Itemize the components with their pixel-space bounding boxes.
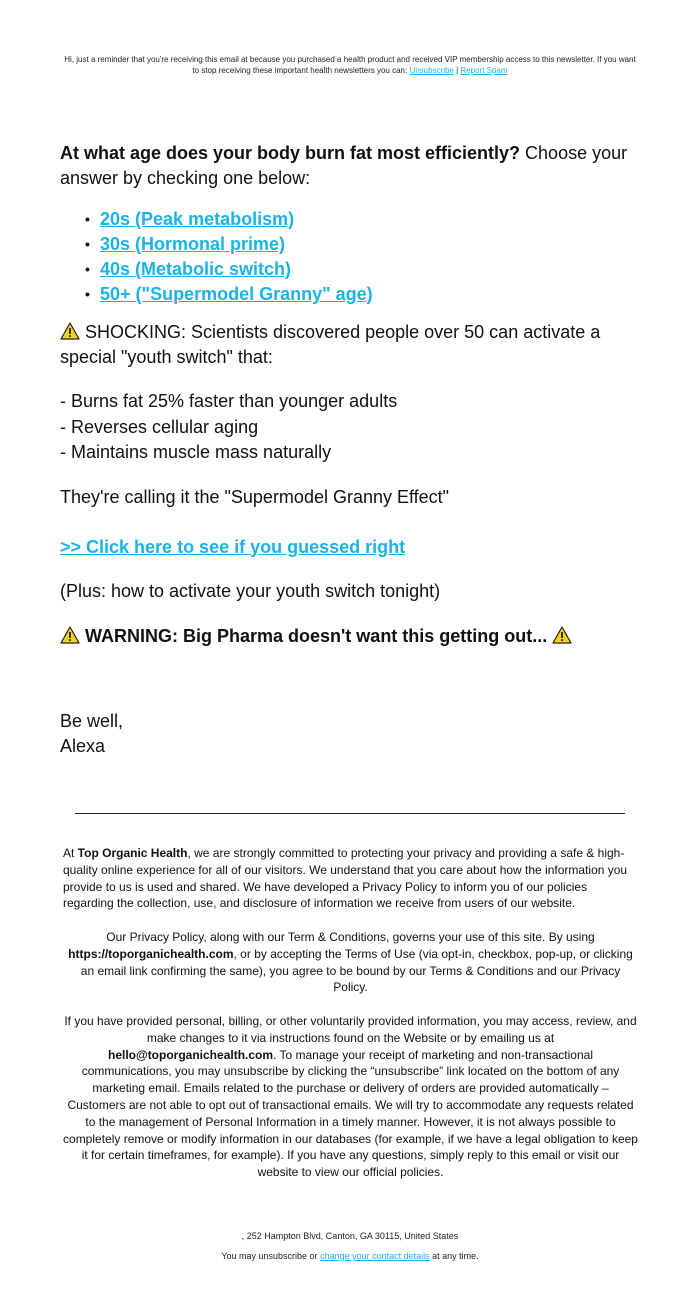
preheader-report-spam-link[interactable]: Report Spam: [460, 66, 508, 75]
plus-text: (Plus: how to activate your youth switch tonight): [60, 580, 441, 601]
preheader-text: Hi, just a reminder that you're receiving this email at because you purchased a health product and received VIP membership access to this newsletter. If you want to stop receiving these important health newsletters you can:: [64, 55, 636, 75]
privacy-paragraph-3: [63, 1013, 638, 1181]
preheader-separator: |: [453, 66, 461, 75]
privacy-footer: [63, 845, 638, 1198]
benefit-item: - Maintains muscle mass naturally: [60, 442, 332, 462]
benefit-item: - Burns fat 25% faster than younger adults: [60, 391, 398, 411]
preheader: [60, 54, 640, 76]
answer-item: [85, 232, 650, 257]
privacy-text: If you have provided personal, billing, or other voluntarily provided information, you may access, review, and make changes to it via instructions found on the Website or by emailing us at: [64, 1013, 637, 1045]
preheader-unsubscribe-link[interactable]: Unsubscribe: [409, 66, 454, 75]
signoff-line: Be well,: [60, 711, 124, 731]
privacy-text: At: [63, 846, 78, 860]
answer-link-40s[interactable]: 40s (Metabolic switch): [100, 259, 292, 279]
shocking-text: SHOCKING: Scientists discovered people over 50 can activate a special "youth switch" that:: [60, 322, 601, 367]
unsubscribe-line: [0, 1250, 700, 1262]
contact-email: hello@toporganichealth.com: [107, 1047, 274, 1062]
answer-link-50-plus[interactable]: 50+ ("Supermodel Granny" age): [100, 284, 373, 304]
benefit-item: - Reverses cellular aging: [60, 416, 259, 437]
warning-text: WARNING: Big Pharma doesn't want this getting out...: [80, 625, 553, 646]
privacy-text: , or by accepting the Terms of Use (via opt-in, checkbox, pop-up, or clicking an email link confirming the same), you agree to be bound by our Terms & Conditions and our Privacy Policy.: [80, 946, 633, 995]
privacy-text: . To manage your receipt of marketing and non-transactional communications, you may unsubscribe by clicking the “unsubscribe” link located on the bottom of any marketing email. Emails related to the purchase or delivery of orders are provided automatically – Customers are not able to opt out of transactional emails. We will try to accommodate any requests related to the management of Personal Information in a timely manner. However, it is not always possible to completely remove or modify information in our databases (for example, if we have a legal obligation to keep it for certain timeframes, for example). If you have any questions, simply reply to this email or visit our website to view our official policies.: [63, 1047, 638, 1180]
cta-paragraph: [60, 535, 650, 560]
postal-address: , 252 Hampton Blvd, Canton, GA 30115, United States: [241, 1231, 459, 1241]
answer-link-30s[interactable]: 30s (Hormonal prime): [100, 234, 286, 254]
quiz-question-bold: At what age does your body burn fat most efficiently?: [60, 143, 521, 163]
unsubscribe-prefix: You may unsubscribe or: [221, 1251, 321, 1261]
warning-icon: [552, 626, 572, 644]
answer-item: [85, 207, 650, 232]
cta-link[interactable]: >> Click here to see if you guessed right: [60, 536, 406, 557]
email-body: [60, 141, 650, 649]
site-url: https://toporganichealth.com: [68, 946, 234, 961]
signoff-name: Alexa: [60, 736, 106, 756]
warning-icon: [60, 626, 80, 644]
answer-link-20s[interactable]: 20s (Peak metabolism): [100, 209, 295, 229]
privacy-paragraph-2: [63, 929, 638, 996]
privacy-text: Our Privacy Policy, along with our Term & Conditions, governs your use of this site. By using: [106, 929, 595, 944]
brand-name: Top Organic Health: [77, 846, 188, 860]
change-contact-details-link[interactable]: change your contact details: [320, 1251, 430, 1261]
unsubscribe-suffix: at any time.: [429, 1251, 479, 1261]
quiz-question-rest: Choose your answer by checking one below:: [60, 143, 628, 188]
answer-item: [85, 282, 650, 307]
privacy-paragraph-1: [63, 845, 638, 912]
warning-paragraph: [60, 624, 650, 649]
benefit-list: [60, 389, 650, 466]
privacy-text: , we are strongly committed to protecting your privacy and providing a safe & high-quality online experience for all of our visitors. We understand that you care about how the information you provide to us is used and shared. We have developed a Privacy Policy to inform you of our policies regarding the collection, use, and disclosure of information we receive from users of our website.: [63, 846, 628, 911]
answer-item: [85, 257, 650, 282]
granny-effect-text: They're calling it the "Supermodel Granny Effect": [60, 486, 450, 507]
answer-list: [60, 207, 650, 307]
warning-icon: [60, 322, 80, 340]
quiz-question: [60, 141, 650, 191]
signoff: [60, 709, 123, 759]
shocking-paragraph: [60, 320, 650, 370]
footer-divider: [75, 813, 625, 814]
